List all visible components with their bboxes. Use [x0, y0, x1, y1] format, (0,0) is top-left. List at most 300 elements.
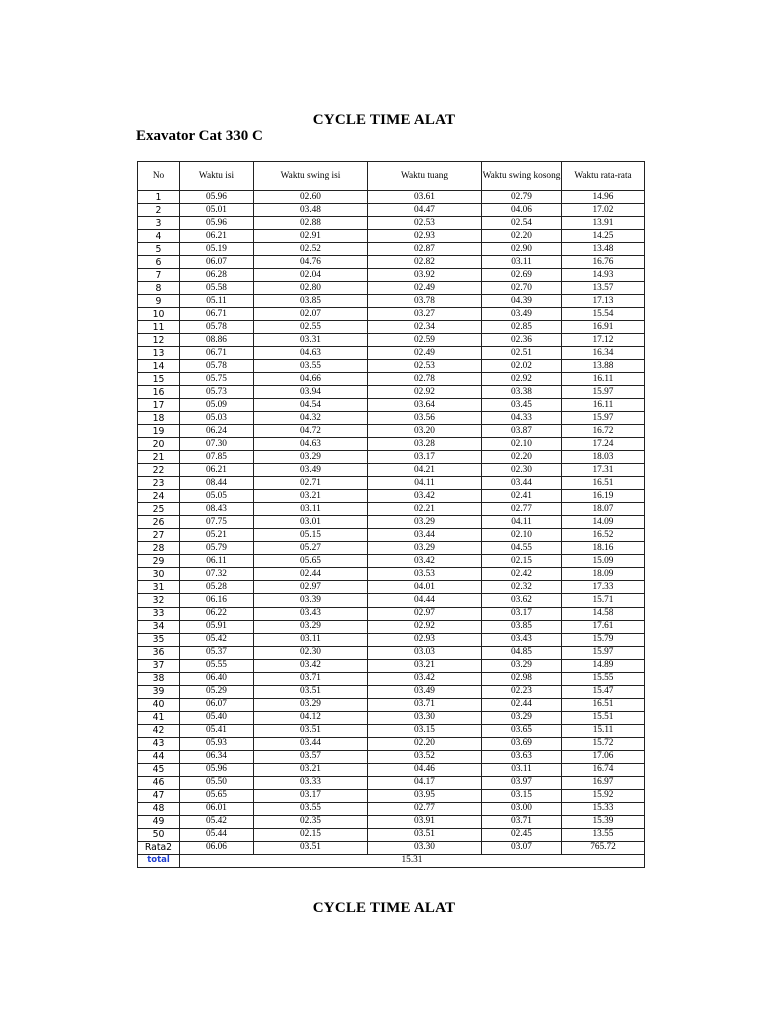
cell-no: 49: [138, 815, 180, 828]
cell-waktu-tuang: 03.29: [368, 542, 482, 555]
cell-no: 19: [138, 425, 180, 438]
cell-waktu-isi: 05.65: [180, 789, 254, 802]
table-row: [138, 607, 645, 620]
cell-waktu-swing-isi: 03.17: [254, 789, 368, 802]
cell-waktu-rata-rata: 16.51: [562, 698, 645, 711]
header-waktu-tuang: Waktu tuang: [368, 162, 482, 191]
cell-no: 21: [138, 451, 180, 464]
cell-waktu-swing-kosong: 04.85: [482, 646, 562, 659]
cell-waktu-isi: 06.71: [180, 347, 254, 360]
table-row: [138, 633, 645, 646]
cell-no: 25: [138, 503, 180, 516]
table-row: [138, 711, 645, 724]
cell-waktu-swing-isi: 02.44: [254, 568, 368, 581]
cell-waktu-tuang: 03.49: [368, 685, 482, 698]
cell-waktu-rata-rata: 16.34: [562, 347, 645, 360]
cell-waktu-rata-rata: 17.13: [562, 295, 645, 308]
table-row: [138, 828, 645, 841]
cell-waktu-isi: 05.28: [180, 581, 254, 594]
cell-no: 29: [138, 555, 180, 568]
cell-waktu-swing-isi: 03.11: [254, 503, 368, 516]
cell-no: 45: [138, 763, 180, 776]
cell-waktu-tuang: 02.77: [368, 802, 482, 815]
cell-waktu-swing-isi: 03.57: [254, 750, 368, 763]
cell-waktu-isi: 05.11: [180, 295, 254, 308]
cell-waktu-isi: 07.85: [180, 451, 254, 464]
cell-waktu-rata-rata: 15.72: [562, 737, 645, 750]
total-value: 15.31: [180, 854, 645, 867]
table-row: [138, 360, 645, 373]
cell-waktu-swing-kosong: 04.11: [482, 516, 562, 529]
cell-waktu-tuang: 04.47: [368, 204, 482, 217]
cell-no: 4: [138, 230, 180, 243]
cell-waktu-tuang: 02.21: [368, 503, 482, 516]
cell-waktu-swing-isi: 03.43: [254, 607, 368, 620]
cell-waktu-rata-rata: 15.97: [562, 646, 645, 659]
table-row: [138, 737, 645, 750]
table-row: [138, 464, 645, 477]
cell-waktu-rata-rata: 15.97: [562, 412, 645, 425]
table-row: [138, 776, 645, 789]
cell-waktu-isi: 06.40: [180, 672, 254, 685]
cell-waktu-isi: 06.22: [180, 607, 254, 620]
average-waktu-swing-kosong: 03.07: [482, 841, 562, 854]
cell-no: 12: [138, 334, 180, 347]
table-row: [138, 724, 645, 737]
cell-waktu-isi: 05.75: [180, 373, 254, 386]
cell-waktu-rata-rata: 18.09: [562, 568, 645, 581]
table-header-row: [138, 162, 645, 191]
cell-waktu-tuang: 02.59: [368, 334, 482, 347]
cell-waktu-isi: 06.34: [180, 750, 254, 763]
cell-waktu-tuang: 03.17: [368, 451, 482, 464]
table-row: [138, 256, 645, 269]
average-row: [138, 841, 645, 854]
header-waktu-isi: Waktu isi: [180, 162, 254, 191]
cell-waktu-rata-rata: 15.33: [562, 802, 645, 815]
cell-waktu-tuang: 02.93: [368, 633, 482, 646]
cell-waktu-rata-rata: 13.88: [562, 360, 645, 373]
cell-waktu-isi: 08.44: [180, 477, 254, 490]
cell-waktu-rata-rata: 18.07: [562, 503, 645, 516]
cell-waktu-swing-kosong: 03.87: [482, 425, 562, 438]
cell-waktu-swing-isi: 02.07: [254, 308, 368, 321]
cell-no: 20: [138, 438, 180, 451]
cell-waktu-swing-isi: 04.63: [254, 438, 368, 451]
cell-waktu-swing-kosong: 03.00: [482, 802, 562, 815]
cell-waktu-swing-isi: 03.29: [254, 698, 368, 711]
cell-waktu-rata-rata: 14.58: [562, 607, 645, 620]
cell-waktu-isi: 05.78: [180, 360, 254, 373]
cell-waktu-swing-isi: 03.29: [254, 620, 368, 633]
cell-waktu-isi: 05.73: [180, 386, 254, 399]
cell-no: 46: [138, 776, 180, 789]
cell-waktu-swing-isi: 03.31: [254, 334, 368, 347]
table-row: [138, 399, 645, 412]
cell-waktu-swing-kosong: 03.11: [482, 256, 562, 269]
table-row: [138, 789, 645, 802]
table-body: [138, 191, 645, 842]
table-row: [138, 191, 645, 204]
table-row: [138, 685, 645, 698]
cell-waktu-tuang: 03.21: [368, 659, 482, 672]
cell-waktu-isi: 05.44: [180, 828, 254, 841]
cell-waktu-isi: 05.50: [180, 776, 254, 789]
table-row: [138, 386, 645, 399]
cell-waktu-swing-kosong: 03.11: [482, 763, 562, 776]
cell-waktu-swing-kosong: 02.30: [482, 464, 562, 477]
table-row: [138, 646, 645, 659]
cell-waktu-rata-rata: 14.93: [562, 269, 645, 282]
cell-waktu-swing-kosong: 03.85: [482, 620, 562, 633]
document-title: CYCLE TIME ALAT: [312, 112, 456, 128]
cell-waktu-isi: 06.71: [180, 308, 254, 321]
cell-waktu-tuang: 02.49: [368, 347, 482, 360]
table-row: [138, 230, 645, 243]
cell-waktu-tuang: 03.28: [368, 438, 482, 451]
cell-waktu-rata-rata: 14.96: [562, 191, 645, 204]
cell-waktu-swing-isi: 03.29: [254, 451, 368, 464]
cell-waktu-swing-isi: 03.21: [254, 490, 368, 503]
cell-waktu-swing-kosong: 02.45: [482, 828, 562, 841]
cell-waktu-swing-kosong: 03.71: [482, 815, 562, 828]
cell-waktu-isi: 08.86: [180, 334, 254, 347]
cell-waktu-isi: 05.96: [180, 763, 254, 776]
cell-waktu-swing-isi: 03.71: [254, 672, 368, 685]
cell-waktu-isi: 07.75: [180, 516, 254, 529]
cell-waktu-tuang: 04.21: [368, 464, 482, 477]
cell-no: 30: [138, 568, 180, 581]
table-row: [138, 568, 645, 581]
cell-waktu-swing-kosong: 02.98: [482, 672, 562, 685]
cell-no: 13: [138, 347, 180, 360]
cell-waktu-tuang: 03.42: [368, 672, 482, 685]
cell-waktu-isi: 06.21: [180, 230, 254, 243]
cell-waktu-isi: 06.11: [180, 555, 254, 568]
cell-waktu-swing-isi: 04.54: [254, 399, 368, 412]
cell-waktu-isi: 06.24: [180, 425, 254, 438]
cell-waktu-isi: 05.79: [180, 542, 254, 555]
cell-waktu-tuang: 03.42: [368, 555, 482, 568]
cell-no: 43: [138, 737, 180, 750]
cell-no: 18: [138, 412, 180, 425]
cell-waktu-isi: 07.30: [180, 438, 254, 451]
cell-waktu-rata-rata: 15.09: [562, 555, 645, 568]
average-label: Rata2: [138, 841, 180, 854]
cell-waktu-swing-isi: 05.65: [254, 555, 368, 568]
cell-waktu-rata-rata: 13.48: [562, 243, 645, 256]
cell-waktu-swing-kosong: 04.33: [482, 412, 562, 425]
table-row: [138, 503, 645, 516]
cell-waktu-tuang: 04.11: [368, 477, 482, 490]
cell-waktu-swing-kosong: 02.51: [482, 347, 562, 360]
cell-waktu-swing-kosong: 03.63: [482, 750, 562, 763]
cell-waktu-rata-rata: 16.74: [562, 763, 645, 776]
table-row: [138, 815, 645, 828]
cell-waktu-tuang: 03.92: [368, 269, 482, 282]
cell-waktu-swing-isi: 03.33: [254, 776, 368, 789]
table-row: [138, 347, 645, 360]
cell-waktu-swing-kosong: 02.69: [482, 269, 562, 282]
cell-waktu-isi: 07.32: [180, 568, 254, 581]
table-row: [138, 217, 645, 230]
cell-waktu-tuang: 02.97: [368, 607, 482, 620]
cell-waktu-tuang: 03.78: [368, 295, 482, 308]
cell-waktu-rata-rata: 18.16: [562, 542, 645, 555]
cell-waktu-rata-rata: 15.51: [562, 711, 645, 724]
cell-waktu-rata-rata: 16.19: [562, 490, 645, 503]
cell-waktu-tuang: 03.15: [368, 724, 482, 737]
table-row: [138, 542, 645, 555]
cell-waktu-rata-rata: 13.91: [562, 217, 645, 230]
cell-waktu-rata-rata: 16.51: [562, 477, 645, 490]
cell-waktu-rata-rata: 17.33: [562, 581, 645, 594]
cell-waktu-swing-isi: 04.66: [254, 373, 368, 386]
cell-waktu-tuang: 02.92: [368, 386, 482, 399]
cell-no: 28: [138, 542, 180, 555]
cell-waktu-swing-kosong: 02.42: [482, 568, 562, 581]
cell-waktu-swing-kosong: 03.62: [482, 594, 562, 607]
cell-waktu-isi: 05.42: [180, 633, 254, 646]
cell-waktu-swing-kosong: 03.43: [482, 633, 562, 646]
cell-waktu-swing-kosong: 03.38: [482, 386, 562, 399]
cell-waktu-rata-rata: 16.52: [562, 529, 645, 542]
cell-waktu-isi: 06.07: [180, 256, 254, 269]
cell-waktu-swing-kosong: 03.29: [482, 659, 562, 672]
cell-waktu-swing-isi: 02.80: [254, 282, 368, 295]
table-row: [138, 438, 645, 451]
cell-waktu-tuang: 02.82: [368, 256, 482, 269]
cell-waktu-tuang: 03.51: [368, 828, 482, 841]
cell-waktu-tuang: 02.34: [368, 321, 482, 334]
cell-no: 40: [138, 698, 180, 711]
cell-waktu-swing-isi: 02.91: [254, 230, 368, 243]
average-waktu-rata-rata: 765.72: [562, 841, 645, 854]
table-row: [138, 269, 645, 282]
cell-waktu-rata-rata: 13.57: [562, 282, 645, 295]
cell-waktu-swing-kosong: 02.32: [482, 581, 562, 594]
cell-no: 47: [138, 789, 180, 802]
total-label: total: [138, 854, 180, 867]
cell-no: 32: [138, 594, 180, 607]
cell-no: 27: [138, 529, 180, 542]
cell-no: 15: [138, 373, 180, 386]
cell-waktu-isi: 05.01: [180, 204, 254, 217]
cell-waktu-swing-isi: 02.15: [254, 828, 368, 841]
total-row: [138, 854, 645, 867]
cell-waktu-swing-isi: 05.15: [254, 529, 368, 542]
table-row: [138, 620, 645, 633]
cell-waktu-tuang: 02.20: [368, 737, 482, 750]
cell-no: 11: [138, 321, 180, 334]
cell-waktu-isi: 05.96: [180, 217, 254, 230]
cell-no: 14: [138, 360, 180, 373]
cell-waktu-swing-isi: 03.39: [254, 594, 368, 607]
cell-waktu-isi: 06.16: [180, 594, 254, 607]
cell-waktu-rata-rata: 17.06: [562, 750, 645, 763]
cell-no: 37: [138, 659, 180, 672]
average-waktu-swing-isi: 03.51: [254, 841, 368, 854]
cell-waktu-tuang: 03.27: [368, 308, 482, 321]
cell-no: 17: [138, 399, 180, 412]
table-row: [138, 594, 645, 607]
cell-waktu-tuang: 03.95: [368, 789, 482, 802]
cell-waktu-swing-kosong: 02.54: [482, 217, 562, 230]
cell-waktu-rata-rata: 16.91: [562, 321, 645, 334]
cell-waktu-swing-kosong: 02.41: [482, 490, 562, 503]
cell-waktu-rata-rata: 17.24: [562, 438, 645, 451]
cell-waktu-rata-rata: 14.25: [562, 230, 645, 243]
cell-waktu-swing-isi: 03.51: [254, 685, 368, 698]
cell-no: 41: [138, 711, 180, 724]
cell-no: 35: [138, 633, 180, 646]
cell-no: 6: [138, 256, 180, 269]
cell-waktu-tuang: 03.42: [368, 490, 482, 503]
cell-waktu-swing-kosong: 03.29: [482, 711, 562, 724]
cell-waktu-swing-isi: 02.04: [254, 269, 368, 282]
cell-waktu-swing-isi: 03.01: [254, 516, 368, 529]
cell-waktu-rata-rata: 15.47: [562, 685, 645, 698]
footer-title: CYCLE TIME ALAT: [312, 900, 456, 916]
cell-waktu-isi: 05.40: [180, 711, 254, 724]
cell-waktu-rata-rata: 14.09: [562, 516, 645, 529]
cell-no: 31: [138, 581, 180, 594]
cell-waktu-swing-kosong: 02.20: [482, 451, 562, 464]
cell-waktu-swing-kosong: 02.36: [482, 334, 562, 347]
cell-waktu-rata-rata: 16.72: [562, 425, 645, 438]
cell-no: 36: [138, 646, 180, 659]
cell-waktu-swing-isi: 04.32: [254, 412, 368, 425]
cell-waktu-tuang: 02.49: [368, 282, 482, 295]
table-row: [138, 529, 645, 542]
cell-waktu-tuang: 03.71: [368, 698, 482, 711]
table-row: [138, 334, 645, 347]
cell-waktu-isi: 05.78: [180, 321, 254, 334]
cell-waktu-swing-kosong: 04.39: [482, 295, 562, 308]
cell-waktu-rata-rata: 14.89: [562, 659, 645, 672]
cell-waktu-isi: 05.05: [180, 490, 254, 503]
average-waktu-tuang: 03.30: [368, 841, 482, 854]
cell-waktu-swing-isi: 02.97: [254, 581, 368, 594]
table-row: [138, 555, 645, 568]
average-waktu-isi: 06.06: [180, 841, 254, 854]
cell-waktu-isi: 05.96: [180, 191, 254, 204]
cell-no: 38: [138, 672, 180, 685]
cell-no: 48: [138, 802, 180, 815]
header-waktu-swing-isi: Waktu swing isi: [254, 162, 368, 191]
cell-waktu-rata-rata: 15.79: [562, 633, 645, 646]
cell-no: 2: [138, 204, 180, 217]
cell-waktu-tuang: 04.46: [368, 763, 482, 776]
cell-waktu-isi: 05.37: [180, 646, 254, 659]
cell-waktu-tuang: 03.53: [368, 568, 482, 581]
cell-waktu-isi: 05.91: [180, 620, 254, 633]
table-row: [138, 451, 645, 464]
header-waktu-rata-rata: Waktu rata-rata: [562, 162, 645, 191]
cell-waktu-swing-kosong: 02.20: [482, 230, 562, 243]
cell-no: 44: [138, 750, 180, 763]
table-row: [138, 412, 645, 425]
cell-waktu-swing-kosong: 02.90: [482, 243, 562, 256]
cell-waktu-rata-rata: 16.11: [562, 373, 645, 386]
cell-waktu-swing-kosong: 02.10: [482, 529, 562, 542]
cell-waktu-swing-kosong: 03.44: [482, 477, 562, 490]
cell-waktu-isi: 05.19: [180, 243, 254, 256]
cell-waktu-tuang: 03.29: [368, 516, 482, 529]
cell-no: 26: [138, 516, 180, 529]
cell-waktu-rata-rata: 17.31: [562, 464, 645, 477]
cell-waktu-isi: 05.42: [180, 815, 254, 828]
cell-waktu-isi: 05.03: [180, 412, 254, 425]
cell-waktu-tuang: 03.64: [368, 399, 482, 412]
cell-waktu-tuang: 02.53: [368, 217, 482, 230]
cell-waktu-isi: 05.21: [180, 529, 254, 542]
cell-waktu-rata-rata: 17.02: [562, 204, 645, 217]
cell-waktu-swing-kosong: 03.97: [482, 776, 562, 789]
table-row: [138, 802, 645, 815]
cell-waktu-swing-isi: 05.27: [254, 542, 368, 555]
cell-waktu-swing-isi: 02.30: [254, 646, 368, 659]
table-row: [138, 373, 645, 386]
cell-waktu-swing-isi: 02.55: [254, 321, 368, 334]
cell-waktu-swing-kosong: 02.77: [482, 503, 562, 516]
cell-waktu-swing-kosong: 02.70: [482, 282, 562, 295]
cell-waktu-swing-isi: 04.63: [254, 347, 368, 360]
cell-waktu-swing-isi: 02.35: [254, 815, 368, 828]
cell-waktu-rata-rata: 15.39: [562, 815, 645, 828]
cell-waktu-tuang: 02.53: [368, 360, 482, 373]
cell-no: 22: [138, 464, 180, 477]
cell-waktu-rata-rata: 15.54: [562, 308, 645, 321]
cell-waktu-isi: 05.29: [180, 685, 254, 698]
cell-waktu-swing-isi: 03.85: [254, 295, 368, 308]
header-waktu-swing-kosong: Waktu swing kosong: [482, 162, 562, 191]
cell-waktu-swing-isi: 04.12: [254, 711, 368, 724]
cell-waktu-tuang: 03.52: [368, 750, 482, 763]
cell-waktu-rata-rata: 15.11: [562, 724, 645, 737]
cell-waktu-tuang: 04.01: [368, 581, 482, 594]
cell-waktu-tuang: 02.87: [368, 243, 482, 256]
cell-waktu-swing-kosong: 02.15: [482, 555, 562, 568]
table-row: [138, 282, 645, 295]
cell-waktu-swing-kosong: 03.65: [482, 724, 562, 737]
cell-waktu-rata-rata: 17.12: [562, 334, 645, 347]
cell-waktu-isi: 06.07: [180, 698, 254, 711]
cell-no: 24: [138, 490, 180, 503]
cell-no: 1: [138, 191, 180, 204]
cell-waktu-swing-isi: 02.71: [254, 477, 368, 490]
cell-waktu-swing-isi: 03.48: [254, 204, 368, 217]
cell-waktu-tuang: 02.93: [368, 230, 482, 243]
table-row: [138, 204, 645, 217]
cell-waktu-swing-kosong: 03.45: [482, 399, 562, 412]
cell-waktu-swing-isi: 03.55: [254, 360, 368, 373]
cell-waktu-isi: 05.58: [180, 282, 254, 295]
table-row: [138, 763, 645, 776]
cell-waktu-swing-kosong: 02.85: [482, 321, 562, 334]
cell-waktu-tuang: 03.61: [368, 191, 482, 204]
cell-waktu-swing-isi: 02.52: [254, 243, 368, 256]
cell-no: 34: [138, 620, 180, 633]
table-row: [138, 672, 645, 685]
cell-waktu-isi: 06.01: [180, 802, 254, 815]
cell-waktu-isi: 08.43: [180, 503, 254, 516]
cell-waktu-tuang: 02.78: [368, 373, 482, 386]
cell-waktu-tuang: 04.44: [368, 594, 482, 607]
cell-waktu-swing-isi: 03.11: [254, 633, 368, 646]
cell-waktu-isi: 05.09: [180, 399, 254, 412]
cell-waktu-swing-kosong: 03.49: [482, 308, 562, 321]
